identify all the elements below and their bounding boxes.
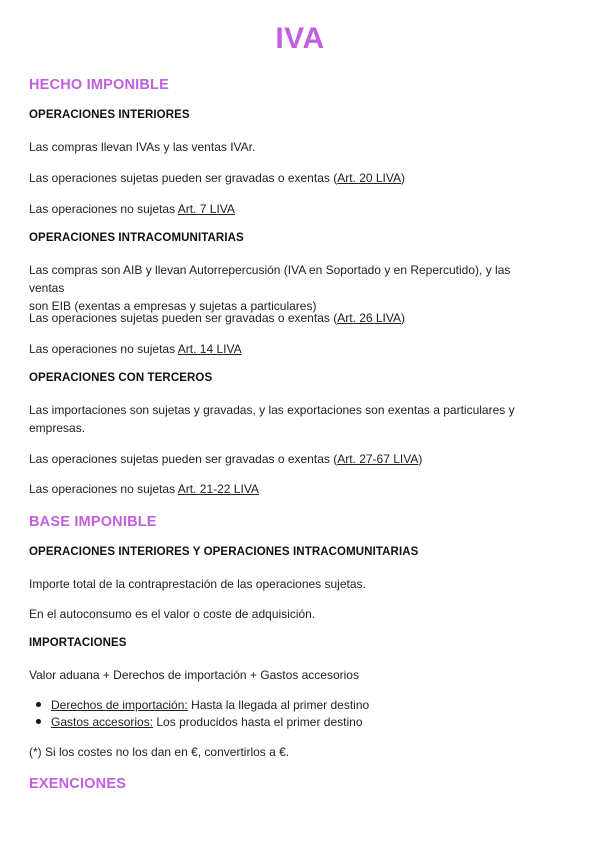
- section-heading-base-imponible: BASE IMPONIBLE: [29, 514, 157, 530]
- bullet-icon: [36, 719, 41, 724]
- paragraph: Las operaciones no sujetas Art. 14 LIVA: [29, 342, 242, 356]
- paragraph: Las operaciones no sujetas Art. 21-22 LIVA: [29, 482, 259, 496]
- paragraph: En el autoconsumo es el valor o coste de adquisición.: [29, 607, 316, 621]
- subheading-operaciones-interiores: OPERACIONES INTERIORES: [29, 109, 190, 121]
- article-link[interactable]: Art. 20 LIVA: [337, 171, 402, 185]
- footnote: (*) Si los costes no los dan en €, convertirlos a €.: [29, 745, 290, 759]
- list-item-term: Derechos de importación:: [51, 698, 188, 712]
- list-item-term: Gastos accesorios:: [51, 715, 154, 729]
- article-link[interactable]: Art. 21-22 LIVA: [177, 482, 259, 496]
- section-heading-hecho-imponible: HECHO IMPONIBLE: [29, 77, 169, 93]
- paragraph: Las compras llevan IVAs y las ventas IVAr.: [29, 140, 256, 154]
- paragraph: Las operaciones sujetas pueden ser gravadas o exentas (Art. 26 LIVA): [29, 311, 406, 325]
- subheading-importaciones: IMPORTACIONES: [29, 637, 127, 649]
- section-heading-exenciones: EXENCIONES: [29, 776, 127, 792]
- paragraph: Las operaciones no sujetas Art. 7 LIVA: [29, 202, 235, 216]
- bullet-icon: [36, 702, 41, 707]
- article-link[interactable]: Art. 7 LIVA: [177, 202, 235, 216]
- article-link[interactable]: Art. 27-67 LIVA: [337, 452, 419, 466]
- page-title: IVA: [275, 22, 325, 55]
- list-item: [36, 696, 369, 714]
- paragraph: Las importaciones son sujetas y gravadas, y las exportaciones son exentas a particulares y empresas.: [29, 403, 515, 435]
- subheading-interiores-intracomunitarias: OPERACIONES INTERIORES Y OPERACIONES INTRACOMUNITARIAS: [29, 546, 419, 558]
- paragraph: Valor aduana + Derechos de importación + Gastos accesorios: [29, 668, 359, 682]
- paragraph: Las operaciones sujetas pueden ser gravadas o exentas (Art. 20 LIVA): [29, 171, 406, 185]
- paragraph: Las compras son AIB y llevan Autorrepercusión (IVA en Soportado y en Repercutido), y las ventas son EIB (exentas a empresas y sujetas a particulares): [29, 263, 511, 313]
- subheading-operaciones-con-terceros: OPERACIONES CON TERCEROS: [29, 372, 213, 384]
- subheading-operaciones-intracomunitarias: OPERACIONES INTRACOMUNITARIAS: [29, 232, 244, 244]
- list-item-text: Los producidos hasta el primer destino: [153, 715, 363, 729]
- article-link[interactable]: Art. 14 LIVA: [177, 342, 242, 356]
- list-item: [36, 713, 363, 731]
- paragraph: Las operaciones sujetas pueden ser gravadas o exentas (Art. 27-67 LIVA): [29, 452, 423, 466]
- article-link[interactable]: Art. 26 LIVA: [337, 311, 402, 325]
- list-item-text: Hasta la llegada al primer destino: [187, 698, 370, 712]
- paragraph: Importe total de la contraprestación de las operaciones sujetas.: [29, 577, 366, 591]
